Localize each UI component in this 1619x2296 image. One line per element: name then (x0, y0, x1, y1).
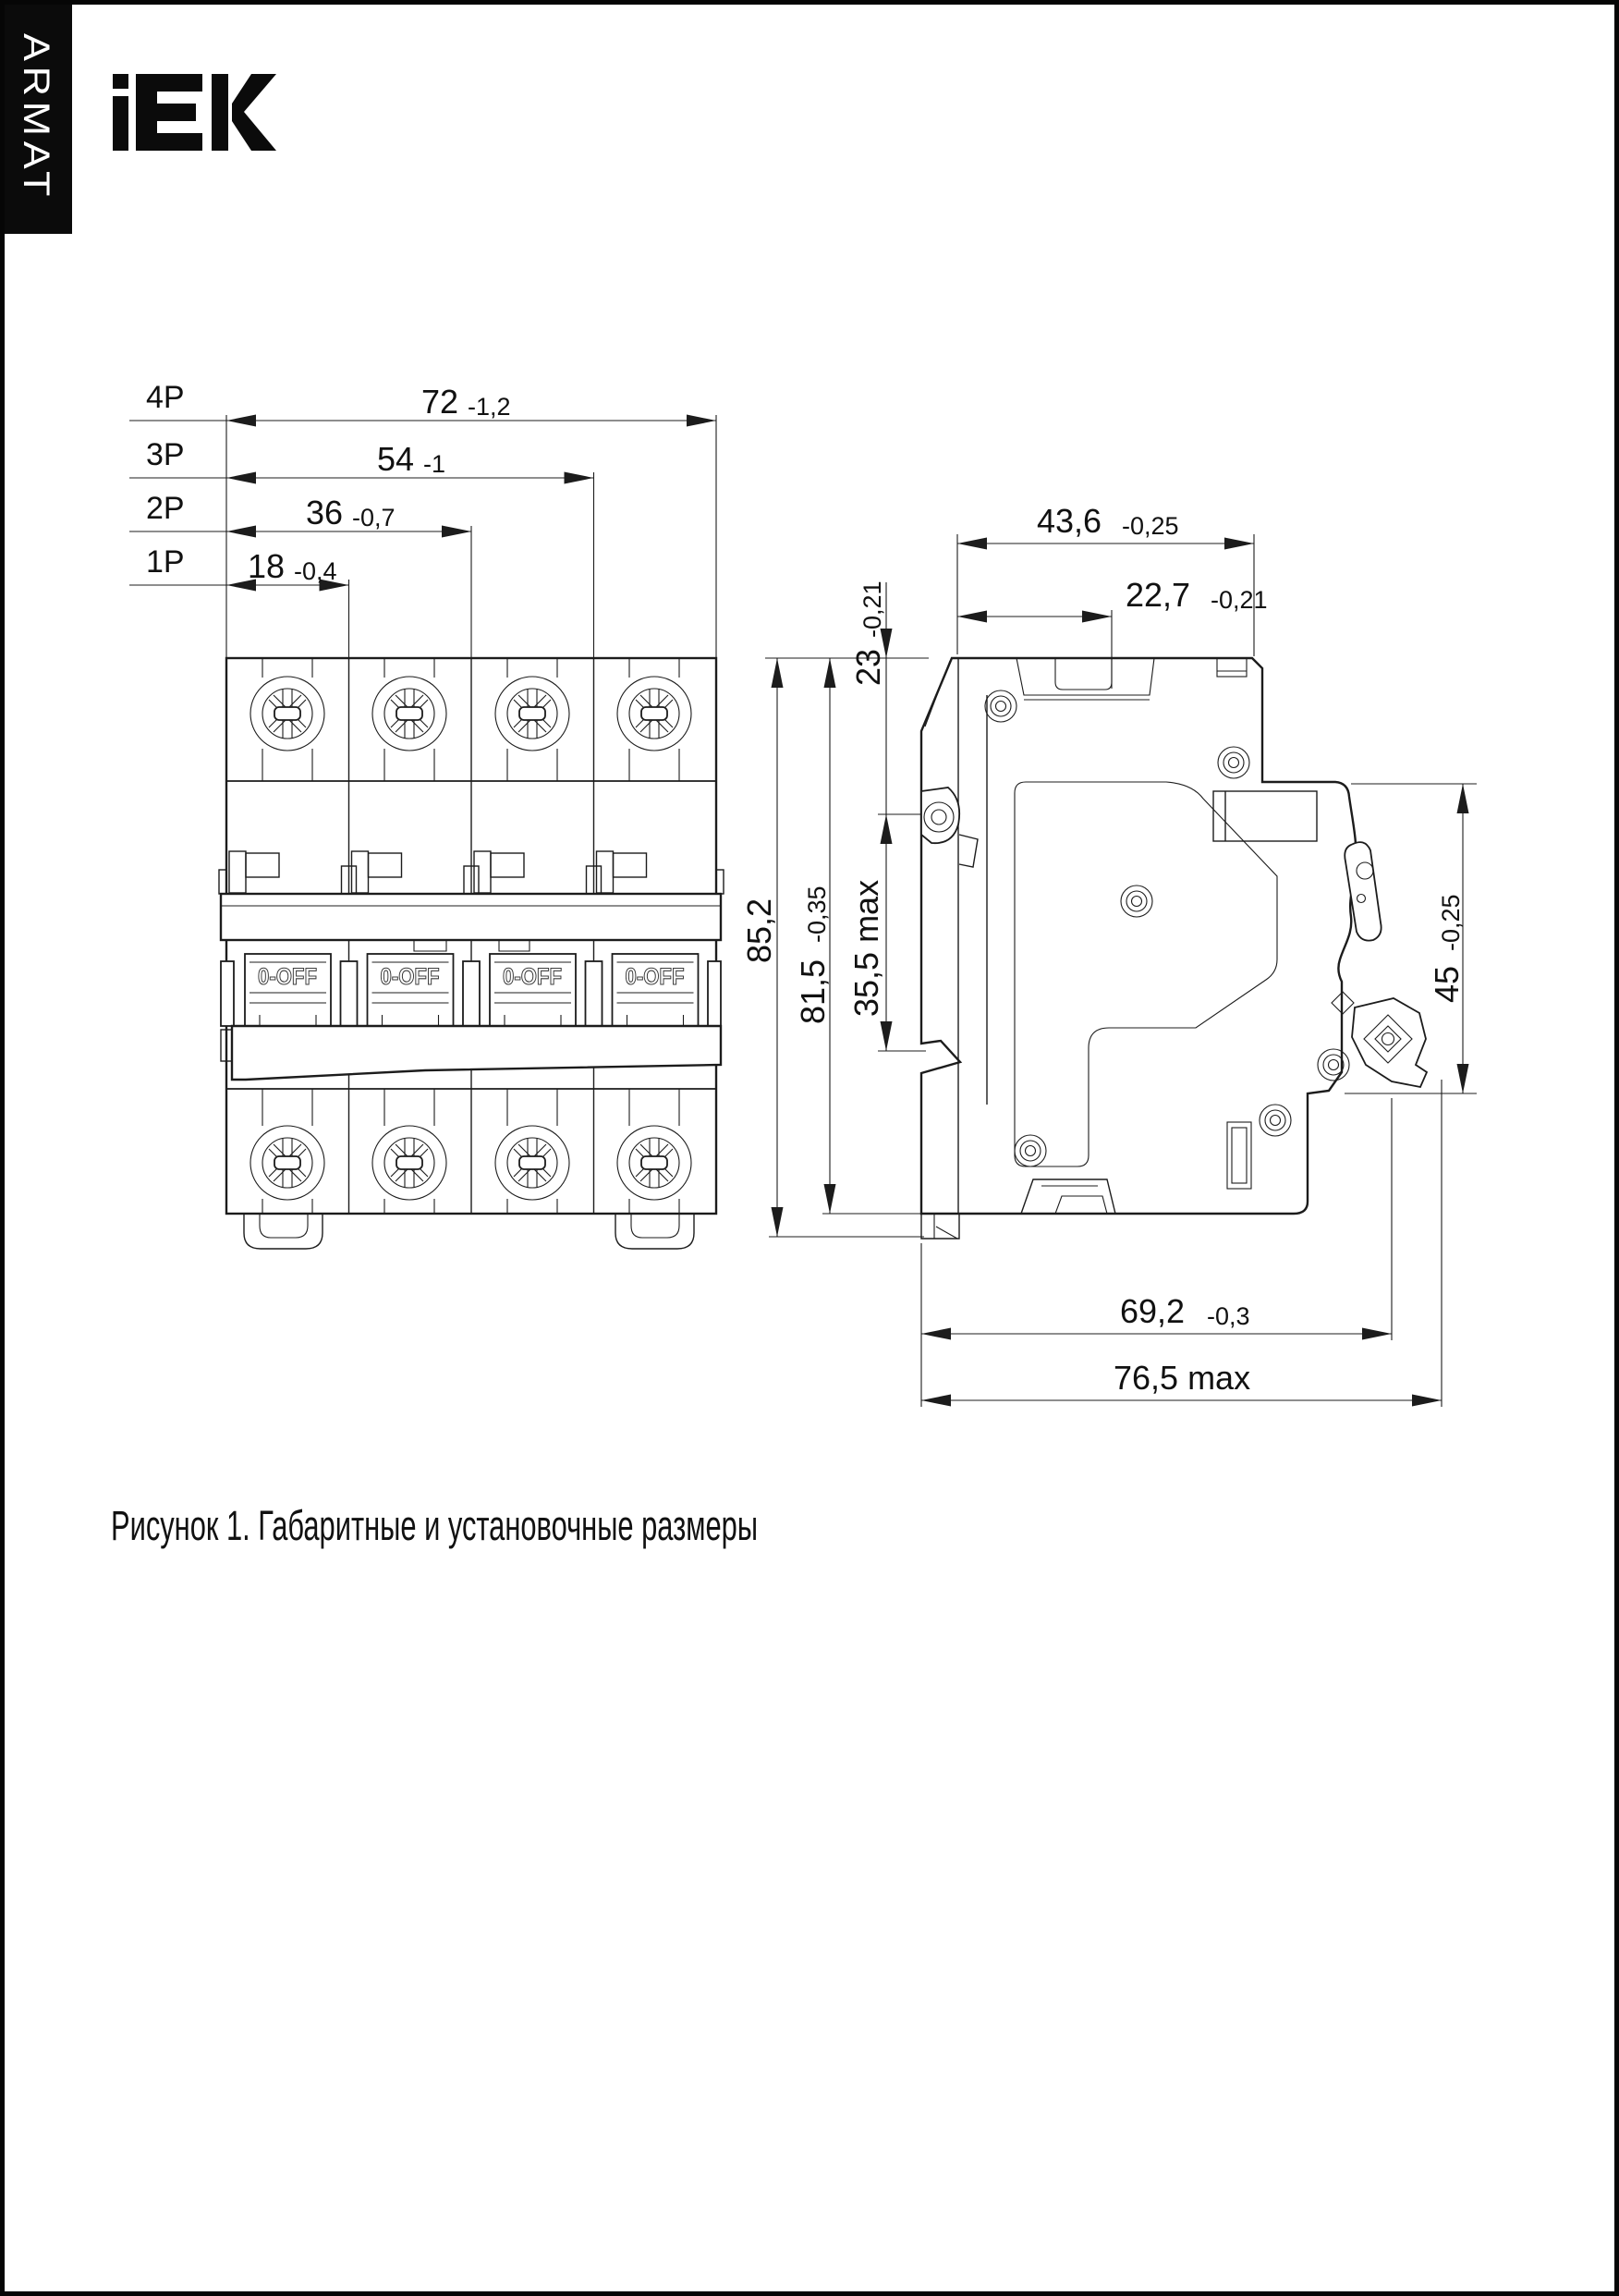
dim-18-tolerance: -0,4 (294, 557, 337, 585)
figure-caption: Рисунок 1. Габаритные и установочные размеры (111, 1502, 758, 1549)
dim-43-6-tolerance: -0,25 (1122, 512, 1179, 540)
front-view (219, 658, 724, 1249)
dim-23-tolerance: -0,21 (858, 580, 886, 638)
iek-logo (113, 74, 276, 151)
dim-76-5-value: 76,5 max (1114, 1359, 1251, 1397)
dim-85-2-value: 85,2 (740, 898, 778, 963)
dim-36-tolerance: -0,7 (352, 504, 396, 531)
front-cover-band (221, 894, 721, 940)
dim-69-2-tolerance: -0,3 (1207, 1302, 1250, 1330)
pole-count-label-4p: 4P (146, 380, 185, 415)
dim-18-value: 18 (248, 547, 286, 585)
dim-54-tolerance: -1 (423, 450, 446, 478)
side-view (921, 658, 1427, 1239)
brand-sidebar (5, 5, 72, 234)
terminal-screw-side (1352, 998, 1427, 1087)
dim-45-tolerance: -0,25 (1437, 894, 1465, 951)
dim-23-value: 23 (849, 648, 887, 686)
dim-72-value: 72 (421, 383, 459, 421)
dim-69-2-value: 69,2 (1120, 1292, 1186, 1330)
dim-81-5-tolerance: -0,35 (803, 885, 831, 943)
dim-72-tolerance: -1,2 (468, 393, 511, 421)
front-view-width-dimensions (129, 380, 716, 658)
dim-36-value: 36 (306, 494, 344, 531)
dim-81-5-value: 81,5 (794, 959, 832, 1024)
dim-22-7-tolerance: -0,21 (1211, 586, 1268, 614)
pole-count-label-2p: 2P (146, 491, 185, 526)
dim-54-value: 54 (377, 440, 415, 478)
dim-22-7-value: 22,7 (1126, 576, 1191, 614)
dim-45-value: 45 (1428, 965, 1466, 1003)
series-label: ARMAT (16, 33, 56, 184)
pole-count-label-1p: 1P (146, 544, 185, 580)
pole-count-label-3p: 3P (146, 437, 185, 472)
dim-35-5-value: 35,5 max (847, 879, 885, 1017)
dim-43-6-value: 43,6 (1037, 502, 1102, 540)
